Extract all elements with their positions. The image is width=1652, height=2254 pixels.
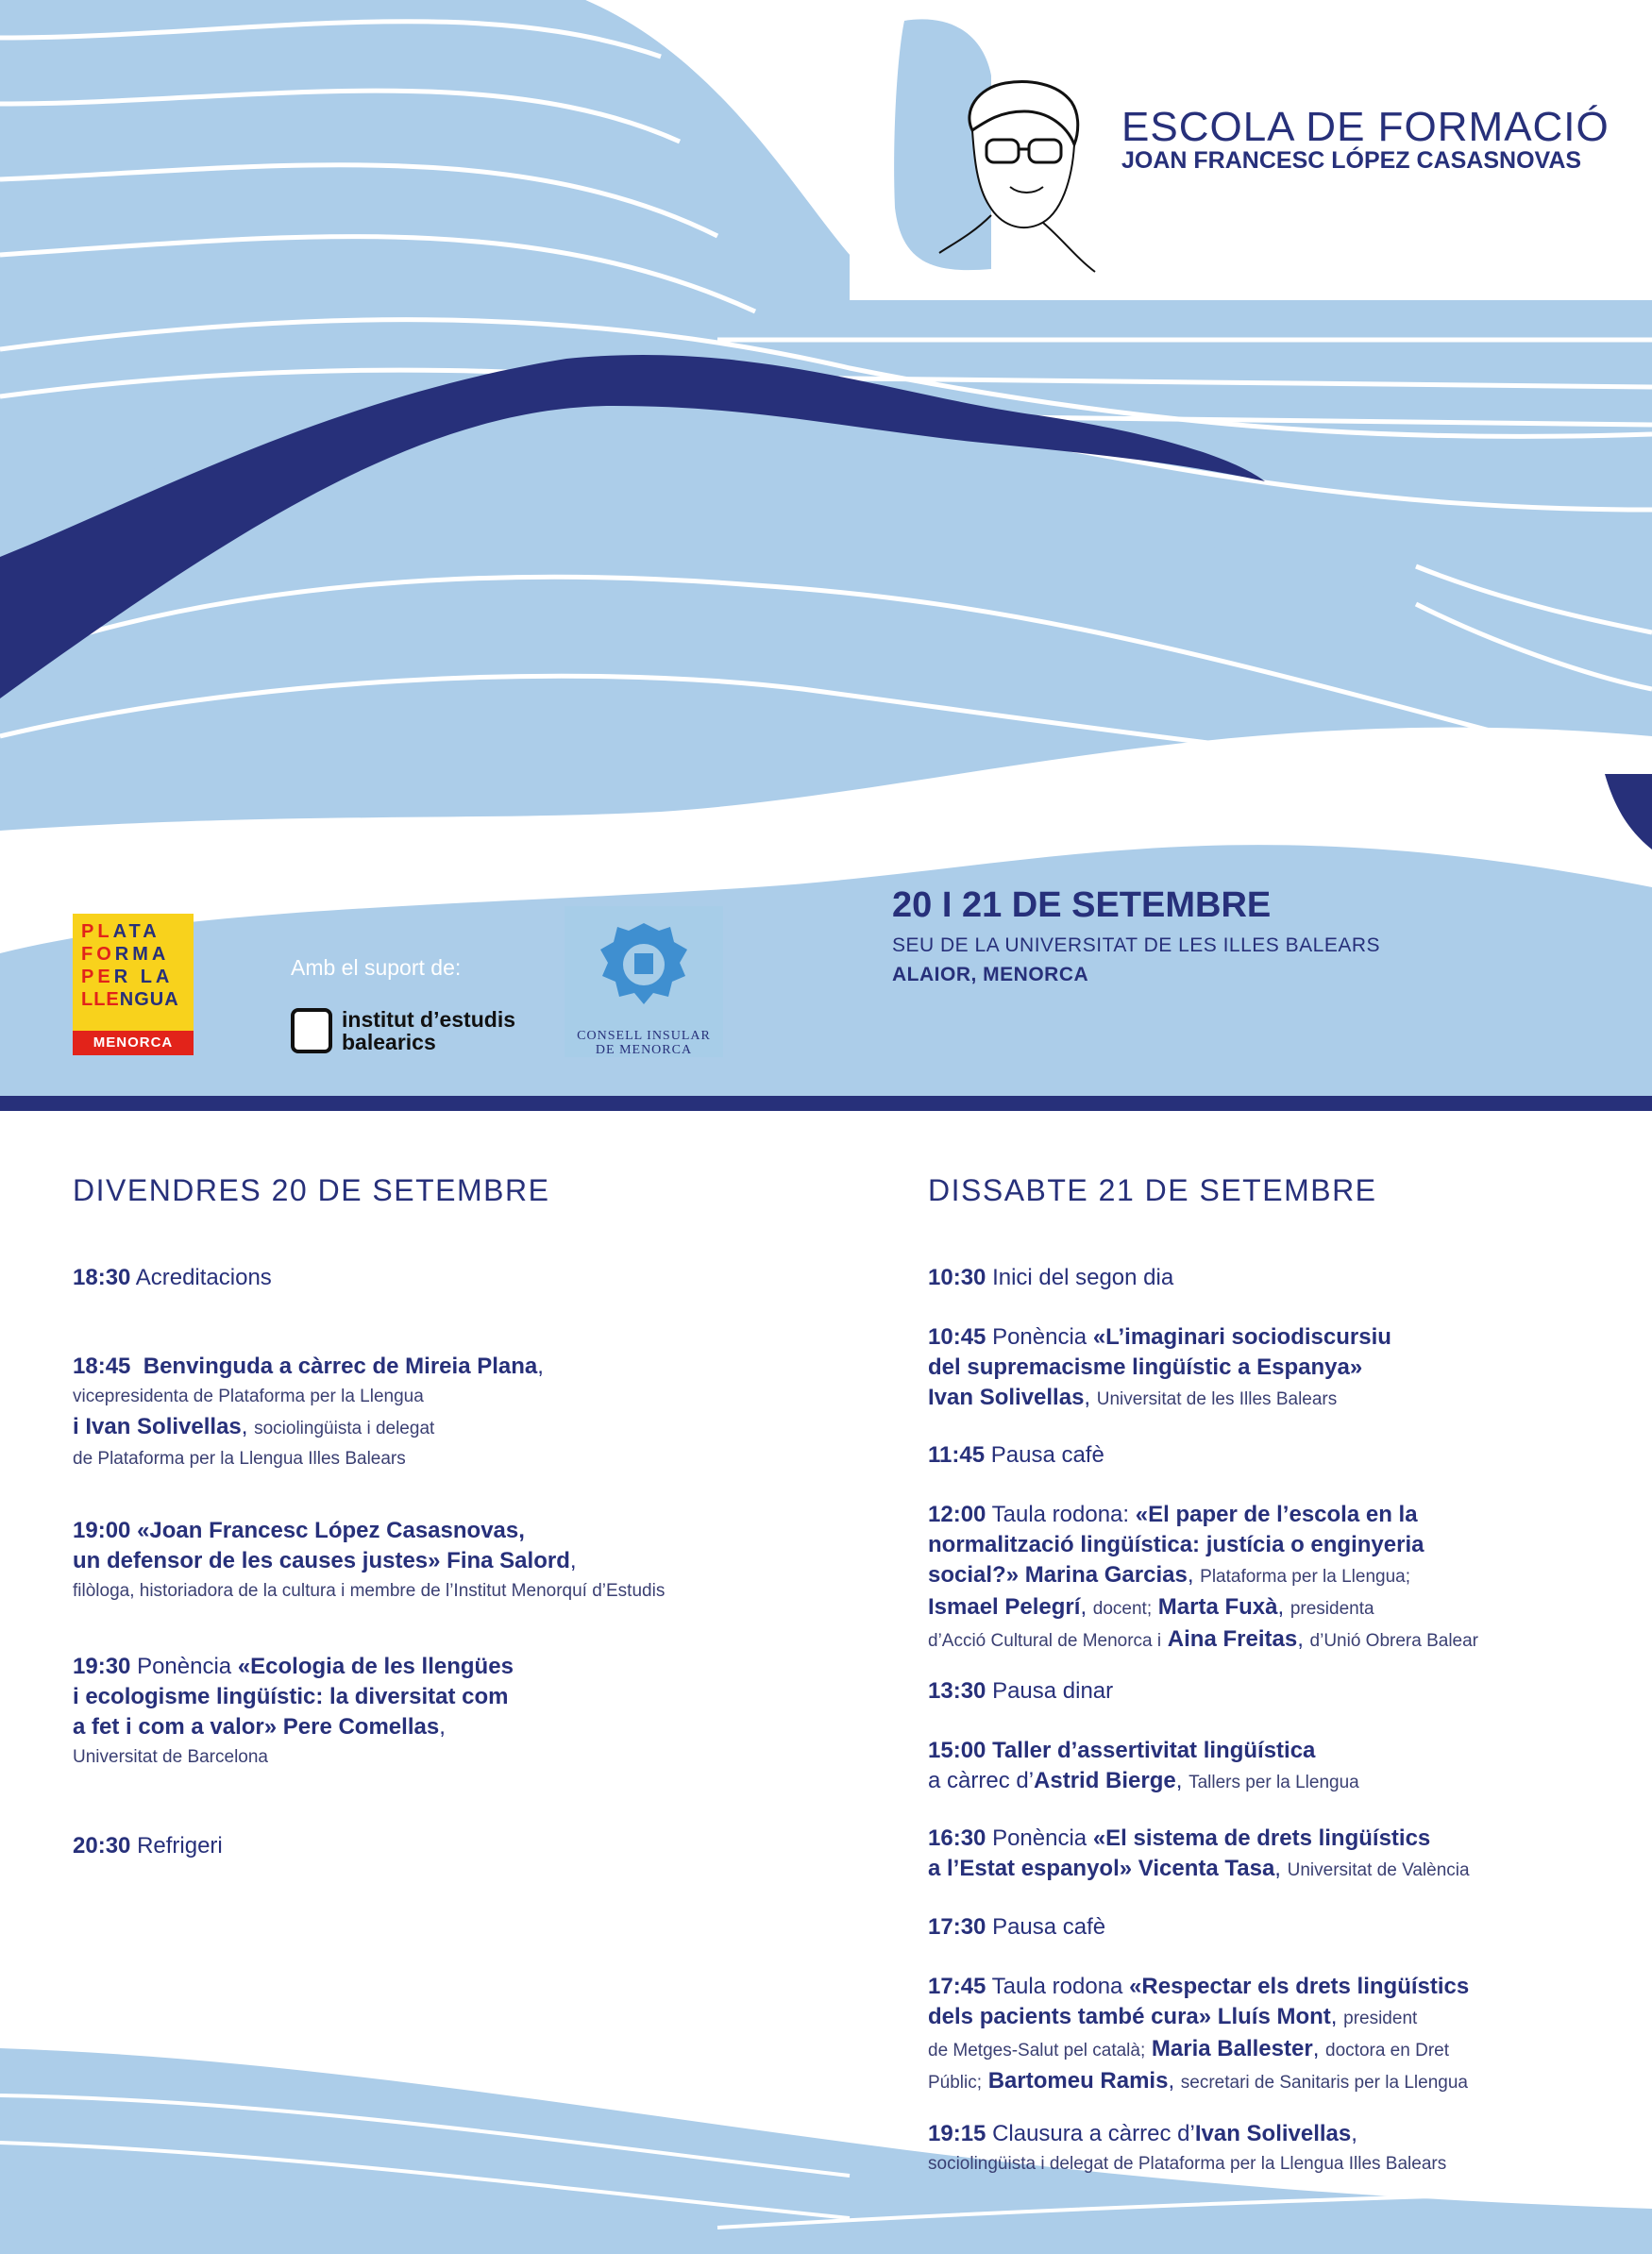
saturday-item-10: 19:15 Clausura a càrrec d’Ivan Solivellas, sociolingüista i delegat de Plataforma per la Llengua Illes Balears bbox=[928, 2121, 1447, 2174]
cim-line-2: DE MENORCA bbox=[595, 1043, 693, 1057]
saturday-item-7: 16:30 Ponència «El sistema de drets lingüístics a l’Estat espanyol» Vicenta Tasa, Universitat de València bbox=[928, 1825, 1470, 1881]
saturday-item-3: 11:45 Pausa cafè bbox=[928, 1442, 1104, 1468]
event-town: ALAIOR, MENORCA bbox=[892, 964, 1089, 985]
saturday-item-2: 10:45 Ponència «L’imaginari sociodiscursiu del supremacisme lingüístic a Espanya» Ivan Solivellas, Universitat de les Illes Balears bbox=[928, 1324, 1391, 1410]
plataforma-row-1: PLATA bbox=[81, 921, 160, 942]
ieb-line-1: institut d’estudis bbox=[342, 1007, 515, 1032]
divider-band bbox=[0, 1096, 1652, 1111]
school-title: ESCOLA DE FORMACIÓ bbox=[1121, 104, 1610, 150]
event-venue: SEU DE LA UNIVERSITAT DE LES ILLES BALEARS bbox=[892, 934, 1381, 956]
consell-emblem-icon bbox=[565, 906, 723, 1029]
plataforma-row-2: FORMA bbox=[81, 944, 170, 965]
plataforma-row-3: PER LA bbox=[81, 967, 174, 987]
cim-line-1: CONSELL INSULAR bbox=[577, 1029, 711, 1043]
friday-item-4: 19:30 Ponència «Ecologia de les llengües i ecologisme lingüístic: la diversitat com a fet i com a valor» Pere Comellas, Universitat de Barcelona bbox=[73, 1654, 514, 1767]
event-dates: 20 I 21 DE SETEMBRE bbox=[892, 885, 1272, 925]
ieb-logo-icon bbox=[291, 1008, 332, 1053]
saturday-item-6: 15:00 Taller d’assertivitat lingüística a càrrec d’Astrid Bierge, Tallers per la Llengua bbox=[928, 1738, 1359, 1793]
saturday-heading: DISSABTE 21 DE SETEMBRE bbox=[928, 1173, 1377, 1207]
plataforma-row-4: LLENGUA bbox=[81, 989, 179, 1010]
plataforma-logo bbox=[73, 914, 194, 1055]
friday-item-2: 18:45 Benvinguda a càrrec de Mireia Plana, vicepresidenta de Plataforma per la Llengua i Ivan Solivellas, sociolingüista i delegat de Plataforma per la Llengua Illes Balears bbox=[73, 1354, 544, 1469]
ieb-logo-text bbox=[342, 1008, 515, 1053]
saturday-item-5: 13:30 Pausa dinar bbox=[928, 1678, 1114, 1704]
consell-insular-text bbox=[565, 1029, 723, 1057]
support-label: Amb el suport de: bbox=[291, 955, 462, 980]
school-subtitle: JOAN FRANCESC LÓPEZ CASASNOVAS bbox=[1121, 147, 1582, 174]
plataforma-band: MENORCA bbox=[73, 1031, 194, 1055]
portrait-illustration bbox=[935, 74, 1104, 277]
saturday-item-4: 12:00 Taula rodona: «El paper de l’escola en la normalització lingüística: justícia o enginyeria social?» Marina Garcias, Plataforma per la Llengua; Ismael Pelegrí, docent; Marta Fuxà, presidenta d’Acció Cultural de Menorca i Aina Freitas, d’Unió Obrera Balear bbox=[928, 1502, 1479, 1652]
friday-heading: DIVENDRES 20 DE SETEMBRE bbox=[73, 1173, 550, 1207]
friday-item-1: 18:30 Acreditacions bbox=[73, 1265, 272, 1290]
saturday-item-8: 17:30 Pausa cafè bbox=[928, 1914, 1106, 1940]
saturday-item-9: 17:45 Taula rodona «Respectar els drets lingüístics dels pacients també cura» Lluís Mont, president de Metges-Salut pel català; Maria Ballester, doctora en Dret Públic; Bartomeu Ramis, secretari de Sanitaris per la Llengua bbox=[928, 1974, 1470, 2094]
ieb-line-2: balearics bbox=[342, 1030, 436, 1054]
friday-item-5: 20:30 Refrigeri bbox=[73, 1833, 223, 1859]
friday-item-3: 19:00 «Joan Francesc López Casasnovas, un defensor de les causes justes» Fina Salord, filòloga, historiadora de la cultura i membre de l’Institut Menorquí d’Estudis bbox=[73, 1518, 666, 1601]
saturday-item-1: 10:30 Inici del segon dia bbox=[928, 1265, 1174, 1290]
